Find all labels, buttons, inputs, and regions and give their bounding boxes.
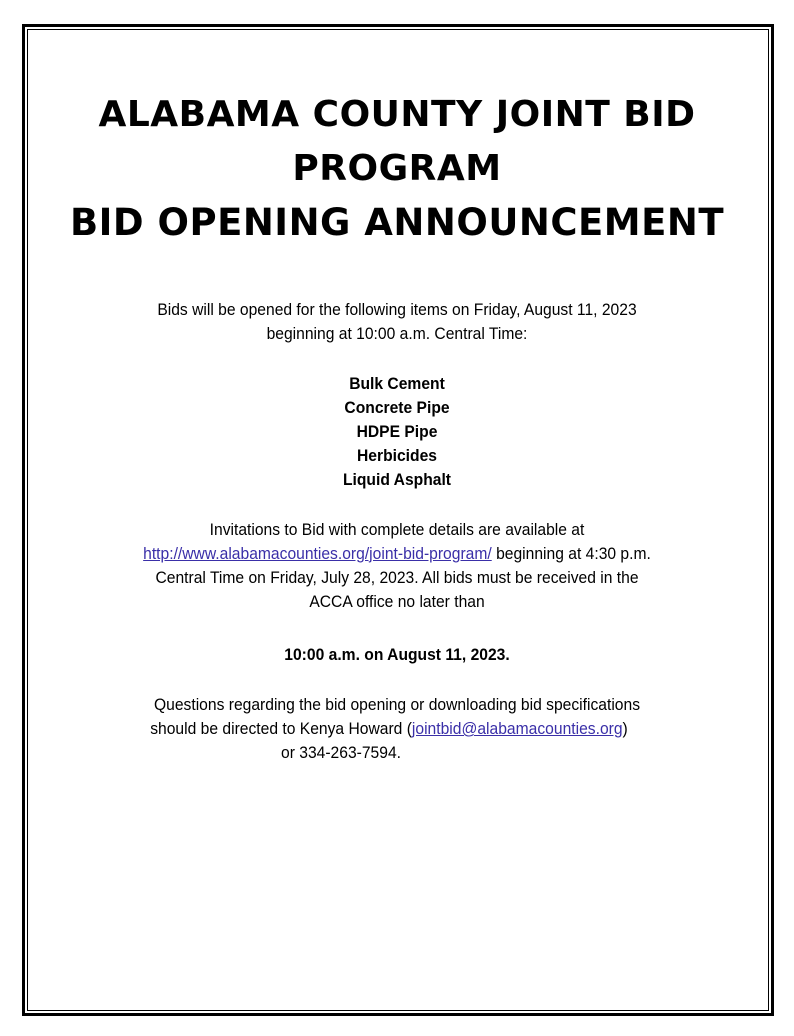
invitation-line-4: ACCA office no later than [309,592,485,611]
items-list [32,372,762,492]
list-item: HDPE Pipe [356,422,438,441]
list-item: Herbicides [357,446,437,465]
intro-line-1: Bids will be opened for the following items on Friday, August 11, 2023 [157,300,637,319]
invitation-line-3: Central Time on Friday, July 28, 2023. All bids must be received in the [155,568,639,587]
questions-line-2-prefix: should be directed to Kenya Howard ( [150,719,412,738]
contact-email-link[interactable]: jointbid@alabamacounties.org [411,719,623,738]
intro-line-2: beginning at 10:00 a.m. Central Time: [266,324,528,343]
invitation-line-2-suffix: beginning at 4:30 p.m. [491,544,651,563]
deadline-text: 10:00 a.m. on August 11, 2023. [284,645,510,664]
questions-line-2 [24,717,754,741]
title-line-3: BID OPENING ANNOUNCEMENT [69,201,725,244]
questions-line-3: or 334-263-7594. [280,743,402,762]
title-line-2: PROGRAM [292,148,502,189]
questions-line-2-suffix: ) [622,719,628,738]
title-line-1: ALABAMA COUNTY JOINT BID [98,94,696,135]
invitation-line-1: Invitations to Bid with complete details are available at [209,520,585,539]
list-item: Concrete Pipe [344,398,450,417]
list-item: Liquid Asphalt [342,470,452,489]
list-item: Bulk Cement [349,374,445,393]
invitation-line-2 [32,542,762,566]
joint-bid-program-link[interactable]: http://www.alabamacounties.org/joint-bid-program/ [143,544,492,563]
questions-line-1: Questions regarding the bid opening or downloading bid specifications [153,695,641,714]
